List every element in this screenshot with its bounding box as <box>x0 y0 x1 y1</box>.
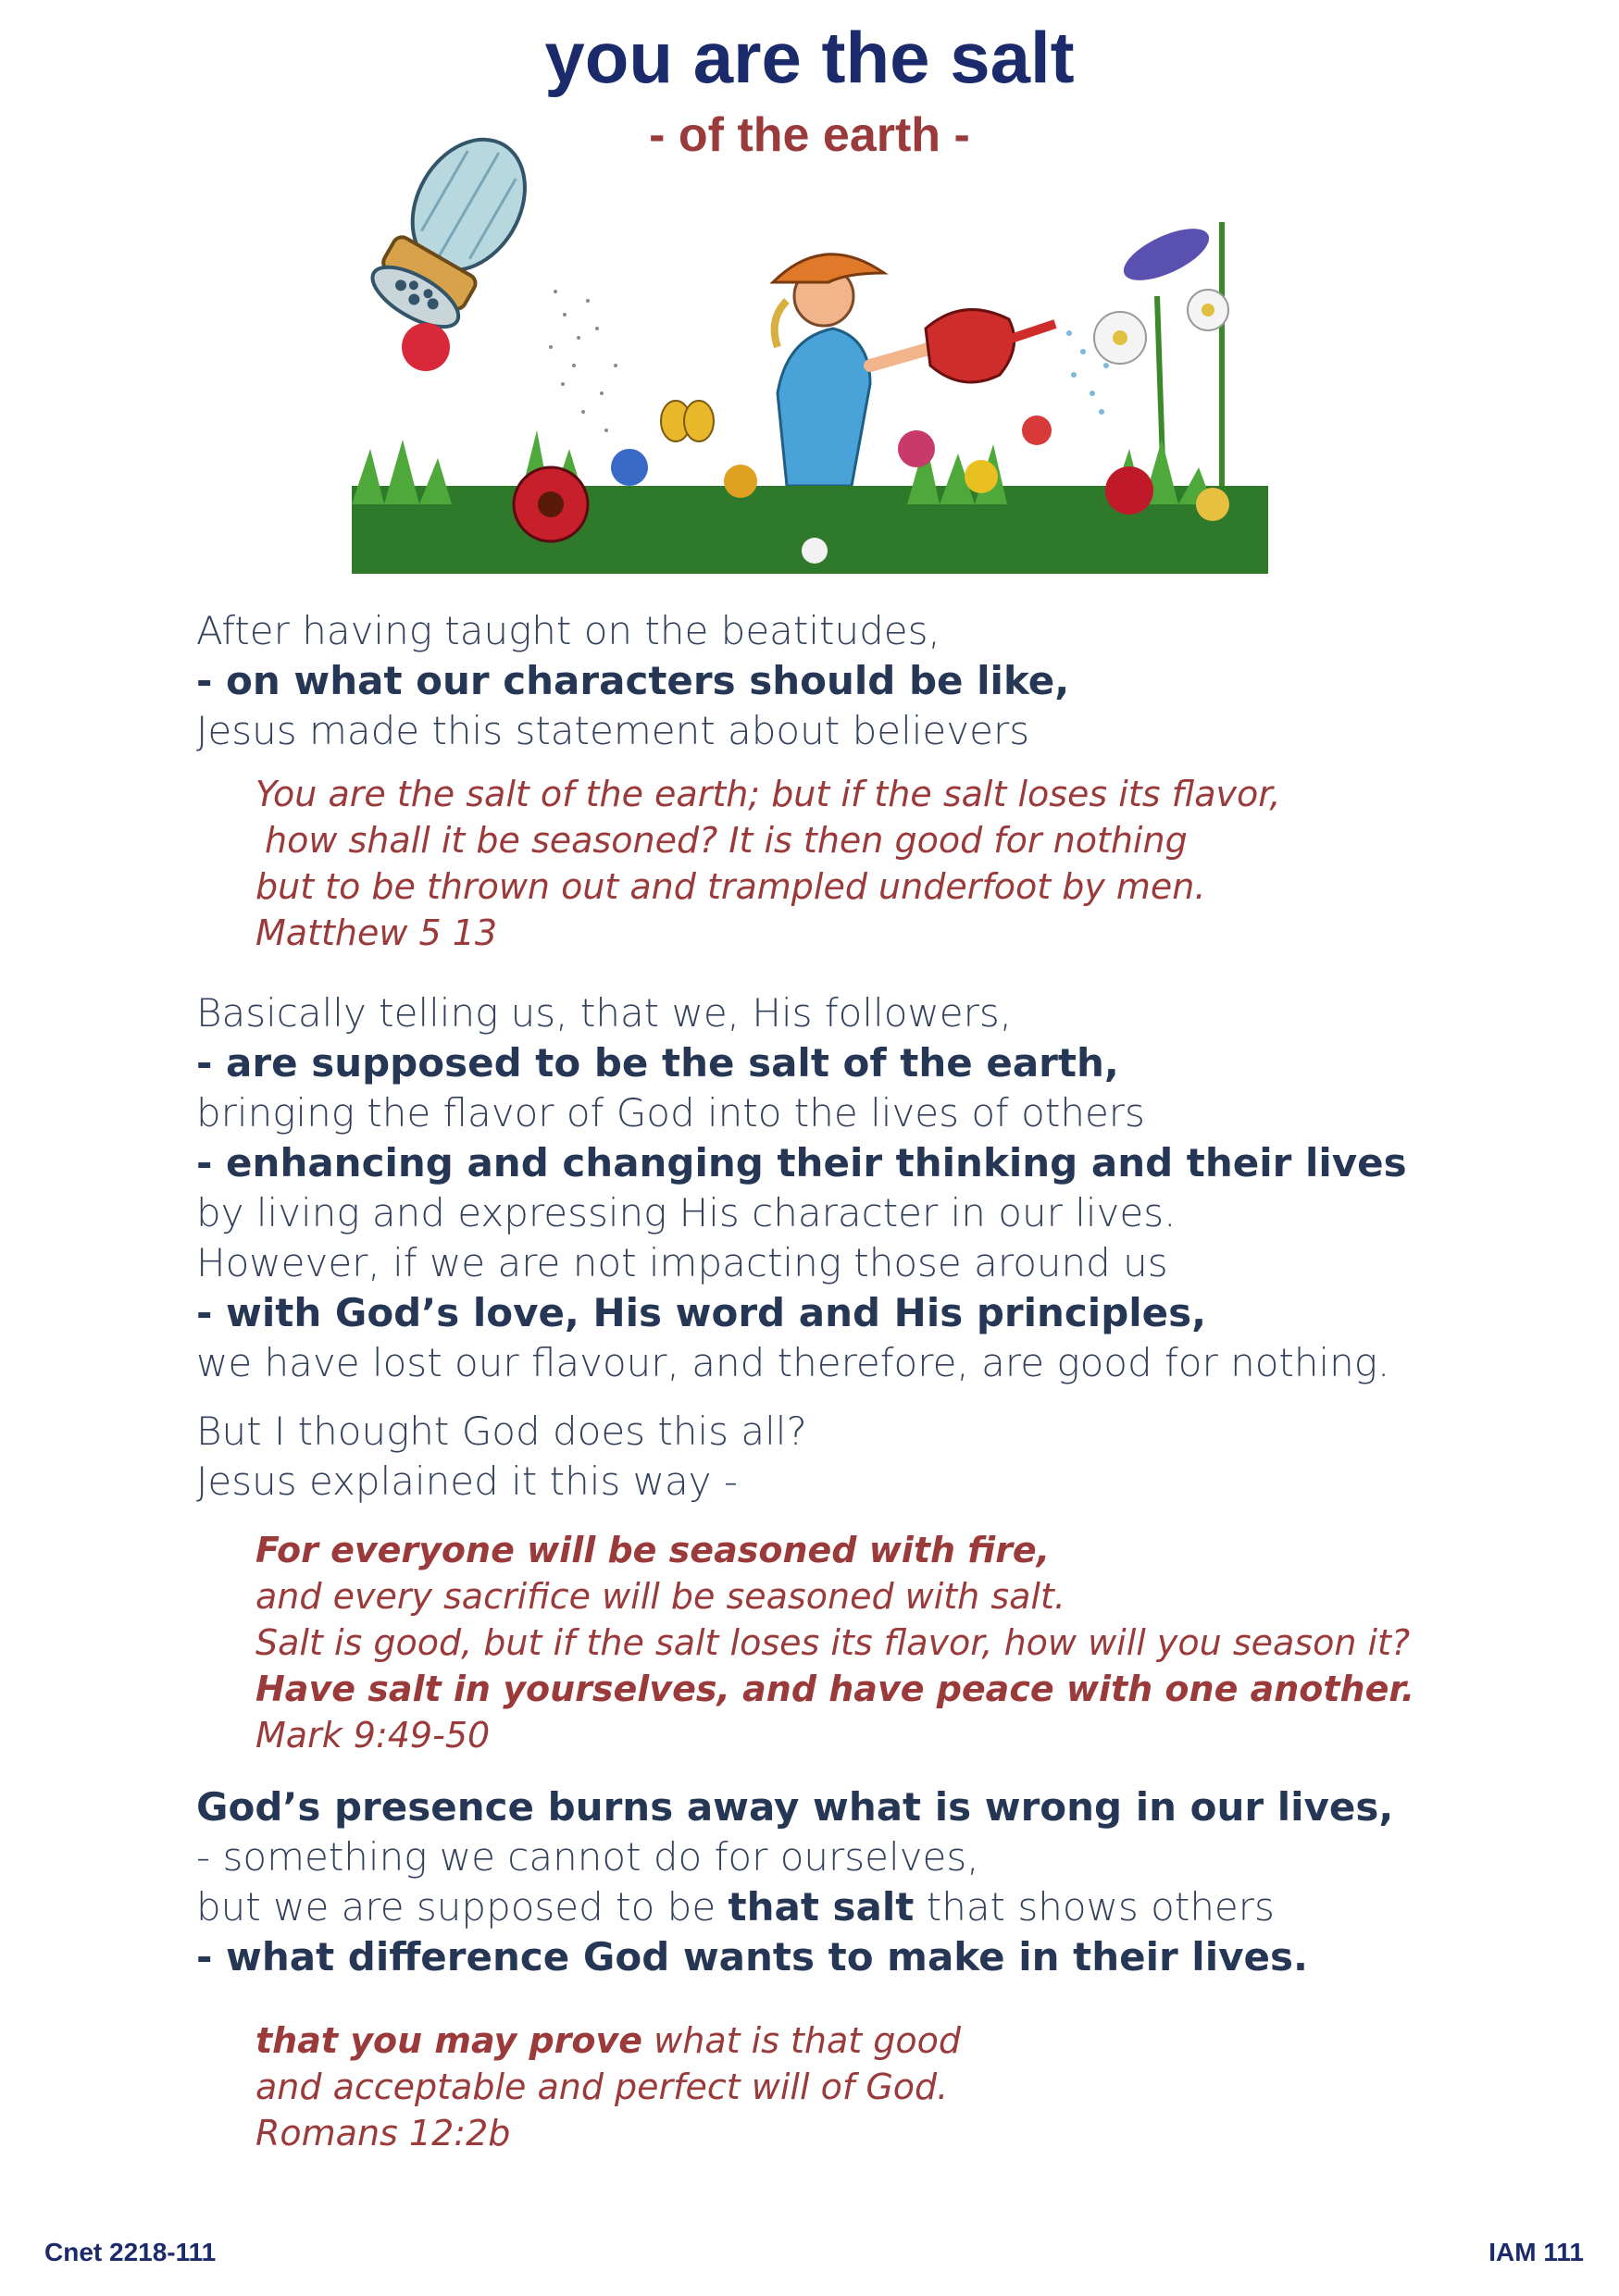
quote2-line3: Salt is good, but if the salt loses its flavor, how will you season it? <box>255 1622 1411 1663</box>
salt-grains <box>549 290 617 432</box>
body2-line-2: Jesus explained it this way - <box>196 1458 739 1504</box>
mark-quote <box>255 1527 1570 1758</box>
footer-code-left: Cnet 2218-111 <box>44 2238 217 2266</box>
body1-line-7: - with God’s love, His word and His principles, <box>196 1290 1207 1335</box>
body3-line-1: God’s presence burns away what is wrong in our lives, <box>196 1784 1394 1830</box>
quote1-ref: Matthew 5 13 <box>255 912 498 953</box>
quote1-line1: but if the salt loses its flavor, <box>760 774 1281 814</box>
body1-line-6: However, if we are not impacting those around us <box>196 1240 1168 1285</box>
body2-line-1: But I thought God does this all? <box>196 1409 807 1454</box>
quote3-line2: and acceptable and perfect will of God. <box>255 2066 949 2107</box>
body1-line-5: by living and expressing His character in our lives. <box>196 1190 1177 1235</box>
body1-line-1: Basically telling us, that we, His followers, <box>196 990 1013 1036</box>
body-paragraph-1 <box>196 988 1566 1388</box>
intro-line-2: - on what our characters should be like, <box>196 658 1070 703</box>
footer-code-right: IAM 111 <box>1488 2238 1584 2266</box>
quote2-ref: Mark 9:49-50 <box>255 1715 491 1756</box>
body1-line-4: - enhancing and changing their thinking and their lives <box>196 1140 1407 1185</box>
body-paragraph-3 <box>196 1782 1566 1982</box>
body3-line-3-pre: but we are supposed to be <box>196 1884 729 1930</box>
quote3-lead: that you may prove <box>255 2020 643 2061</box>
matthew-quote <box>255 771 1570 956</box>
intro-line-1: After having taught on the beatitudes, <box>196 608 940 653</box>
page-subtitle: - of the earth - <box>649 108 970 162</box>
quote1-line3: but to be thrown out and trampled underfoot by men. <box>255 866 1206 907</box>
intro-line-3: Jesus made this statement about believers <box>196 708 1030 753</box>
quote1-line2: how shall it be seasoned? It is then good for nothing <box>265 820 1188 861</box>
body-paragraph-2 <box>196 1407 1566 1507</box>
salt-shaker-icon <box>361 119 547 341</box>
quote3-line1: what is that good <box>642 2020 962 2061</box>
body1-line-8: we have lost our flavour, and therefore, are good for nothing. <box>196 1340 1390 1385</box>
quote2-line1: For everyone will be seasoned with fire, <box>255 1530 1051 1570</box>
garden-illustration <box>352 116 1268 574</box>
romans-quote <box>255 2017 1570 2156</box>
quote2-line2: and every sacrifice will be seasoned with salt. <box>255 1576 1065 1617</box>
body1-line-3: bringing the flavor of God into the lives of others <box>196 1090 1145 1136</box>
body1-line-2: - are supposed to be the salt of the earth, <box>196 1040 1119 1086</box>
body3-line-4: - what difference God wants to make in their lives. <box>196 1934 1308 1980</box>
quote1-lead: You are the salt of the earth; <box>255 774 761 814</box>
quote2-line4: Have salt in yourselves, and have peace with one another. <box>255 1669 1415 1709</box>
quote3-ref: Romans 12:2b <box>255 2113 511 2153</box>
body3-line-3-bold: that salt <box>728 1884 915 1930</box>
page-title: you are the salt <box>544 17 1075 98</box>
butterfly-icon <box>661 401 714 441</box>
body3-line-3-post: that shows others <box>914 1884 1275 1930</box>
body3-line-2: - something we cannot do for ourselves, <box>196 1834 979 1880</box>
intro-paragraph <box>196 606 1566 756</box>
